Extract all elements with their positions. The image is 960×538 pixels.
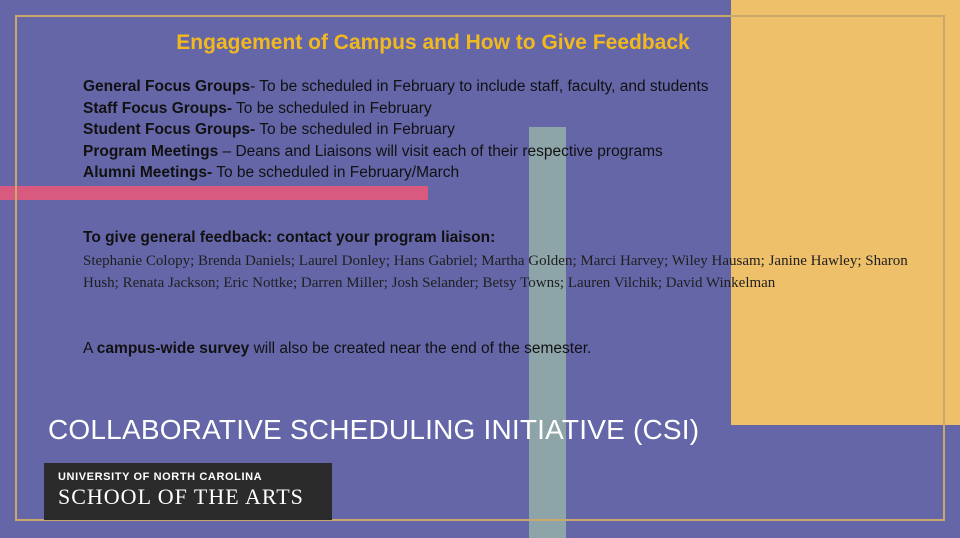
survey-note — [83, 340, 591, 358]
engagement-list — [83, 76, 903, 184]
liaison-names: Stephanie Colopy; Brenda Daniels; Laurel Donley; Hans Gabriel; Martha Golden; Marci Harvey; Wiley Hausam; Janine Hawley; Sharon Hush; Renata Jackson; Eric Nottke; Darren Miller; Josh Selander; Betsy Towns; Lauren Vilchik; David Winkelman — [83, 253, 908, 291]
slide-title: Engagement of Campus and How to Give Feedback — [176, 31, 690, 54]
item-text: To be scheduled in February — [231, 99, 432, 117]
item-text: - To be scheduled in February to include staff, faculty, and students — [250, 78, 709, 95]
list-item — [83, 141, 903, 163]
logo-university-text: UNIVERSITY OF NORTH CAROLINA — [58, 471, 263, 483]
uncsa-logo — [44, 463, 332, 520]
survey-suffix: will also be created near the end of the semester. — [249, 340, 592, 357]
item-label: Student Focus Groups- — [83, 121, 256, 138]
item-text: To be scheduled in February/March — [212, 164, 460, 181]
list-item — [83, 162, 903, 184]
list-item — [83, 98, 903, 120]
footer-title: COLLABORATIVE SCHEDULING INITIATIVE (CSI) — [48, 414, 700, 445]
item-text: To be scheduled in February — [255, 121, 455, 138]
list-item — [83, 119, 903, 141]
item-text: – Deans and Liaisons will visit each of their respective programs — [218, 142, 663, 160]
survey-prefix: A — [83, 340, 97, 357]
item-label: Alumni Meetings- — [83, 164, 213, 181]
feedback-heading: To give general feedback: contact your program liaison: — [83, 229, 496, 246]
list-item — [83, 76, 903, 98]
item-label: Staff Focus Groups- — [83, 99, 232, 117]
item-label: Program Meetings — [83, 142, 219, 160]
survey-bold: campus-wide survey — [96, 340, 250, 357]
logo-school-text: SCHOOL OF THE ARTS — [58, 484, 304, 509]
item-label: General Focus Groups — [83, 78, 251, 95]
